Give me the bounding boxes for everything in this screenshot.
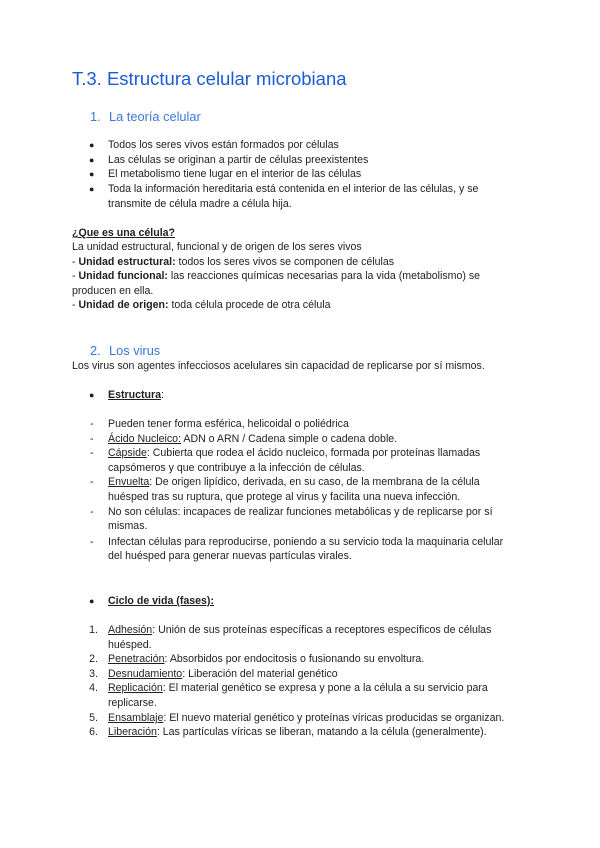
list-item: El metabolismo tiene lugar en el interior de las células — [108, 168, 362, 180]
bullet-icon: ● — [89, 169, 95, 179]
section-1-number: 1. — [90, 109, 101, 124]
celula-item: - Unidad de origen: toda célula procede de otra célula — [72, 299, 331, 311]
list-item: Las células se originan a partir de células preexistentes — [108, 154, 369, 166]
celula-definition: La unidad estructural, funcional y de origen de los seres vivos — [72, 241, 362, 253]
step-number: 1. — [89, 624, 98, 636]
bullet-icon: ● — [89, 140, 95, 150]
ciclo-item: Liberación: Las partículas víricas se liberan, matando a la célula (generalmente). — [108, 726, 487, 738]
ciclo-item: Penetración: Absorbidos por endocitosis o fusionando su envoltura. — [108, 653, 425, 665]
estructura-item: Cápside: Cubierta que rodea el ácido nucleico, formada por proteínas llamadas — [108, 447, 481, 459]
step-number: 6. — [89, 726, 98, 738]
section-2-number: 2. — [90, 343, 101, 358]
bullet-icon: ● — [89, 596, 95, 606]
celula-item-continuation: producen en ella. — [72, 285, 154, 297]
estructura-item-continuation: del huésped para generar nuevas partículas virales. — [108, 550, 352, 562]
bullet-icon: ● — [89, 184, 95, 194]
list-item: Toda la información hereditaria está contenida en el interior de las células, y se — [108, 183, 479, 195]
ciclo-item: Adhesión: Unión de sus proteínas específicas a receptores específicos de células — [108, 624, 492, 636]
dash-marker: - — [90, 506, 94, 518]
estructura-item: Envuelta: De origen lipídico, derivada, en su caso, de la membrana de la célula — [108, 476, 480, 488]
dash-marker: - — [90, 536, 94, 548]
estructura-item-continuation: capsómeros y que contribuye a la infección de células. — [108, 462, 365, 474]
dash-marker: - — [90, 447, 94, 459]
step-number: 5. — [89, 712, 98, 724]
ciclo-item-continuation: huésped. — [108, 639, 152, 651]
celula-question: ¿Que es una célula? — [72, 227, 176, 239]
list-item-continuation: transmite de célula madre a célula hija. — [108, 198, 292, 210]
step-number: 2. — [89, 653, 98, 665]
ciclo-item-continuation: replicarse. — [108, 697, 157, 709]
dash-marker: - — [90, 476, 94, 488]
celula-item: - Unidad funcional: las reacciones químicas necesarias para la vida (metabolismo) se — [72, 270, 481, 282]
estructura-item: No son células: incapaces de realizar funciones metabólicas y de replicarse por sí — [108, 506, 493, 518]
estructura-item: Ácido Nucleico: ADN o ARN / Cadena simple o cadena doble. — [108, 433, 398, 445]
estructura-item: Pueden tener forma esférica, helicoidal o poliédrica — [108, 418, 349, 430]
estructura-item-continuation: huésped tras su ruptura, que protege al virus y facilita una nueva infección. — [108, 491, 461, 503]
bullet-icon: ● — [89, 155, 95, 165]
estructura-item: Infectan células para reproducirse, poniendo a su servicio toda la maquinaria celular — [108, 536, 504, 548]
section-1-heading: La teoría celular — [109, 109, 201, 124]
step-number: 4. — [89, 682, 98, 694]
step-number: 3. — [89, 668, 98, 680]
virus-intro: Los virus son agentes infecciosos acelulares sin capacidad de replicarse por sí mismos. — [72, 360, 485, 372]
page-title: T.3. Estructura celular microbiana — [72, 68, 347, 89]
ciclo-item: Replicación: El material genético se expresa y pone a la célula a su servicio para — [108, 682, 488, 694]
ciclo-item: Desnudamiento: Liberación del material genético — [108, 668, 338, 680]
section-2-heading: Los virus — [109, 343, 161, 358]
ciclo-heading: Ciclo de vida (fases): — [108, 595, 214, 607]
ciclo-item: Ensamblaje: El nuevo material genético y proteínas víricas producidas se organizan. — [108, 712, 505, 724]
dash-marker: - — [90, 433, 94, 445]
estructura-item-continuation: mismas. — [108, 520, 148, 532]
bullet-icon: ● — [89, 390, 95, 400]
estructura-heading: Estructura: — [108, 389, 164, 401]
list-item: Todos los seres vivos están formados por células — [108, 139, 339, 151]
dash-marker: - — [90, 418, 94, 430]
celula-item: - Unidad estructural: todos los seres vivos se componen de células — [72, 256, 395, 268]
